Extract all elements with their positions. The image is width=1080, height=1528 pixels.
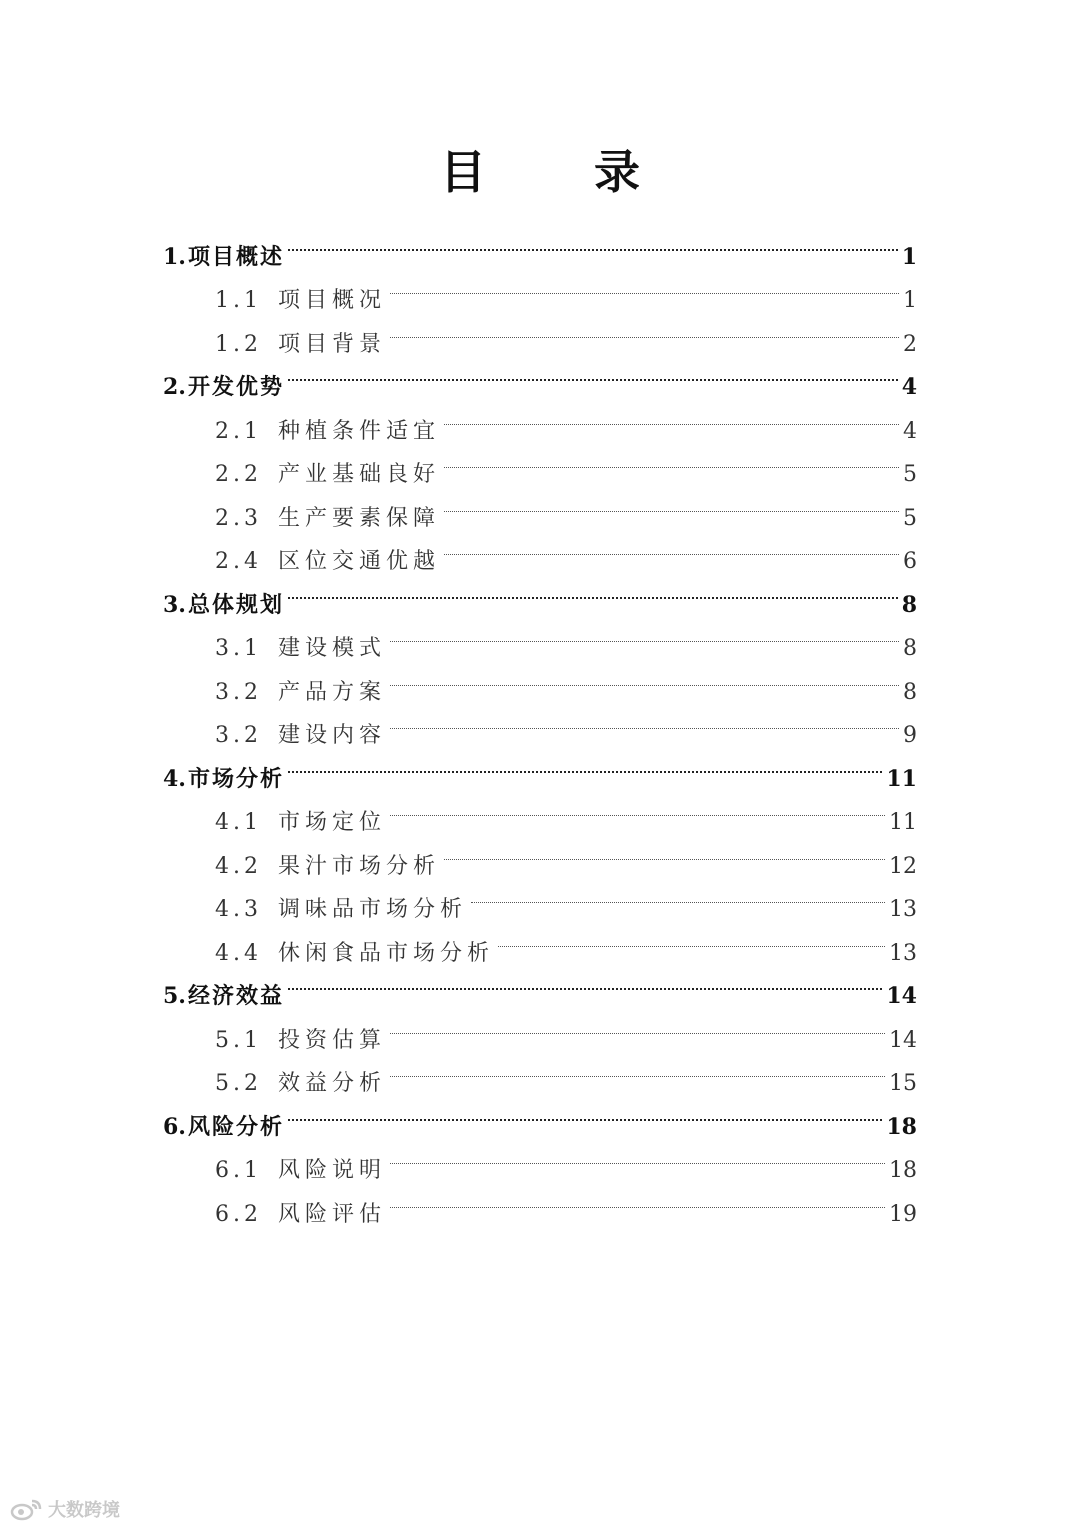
toc-entry-number: 2.1 [215,418,262,444]
toc-page-number: 13 [889,897,917,922]
toc-section-entry[interactable] [163,873,917,922]
toc-dot-leader [444,438,899,482]
toc-page-number: 8 [901,591,917,618]
toc-chapter-entry[interactable] [163,568,917,618]
toc-dot-leader [288,742,882,786]
toc-section-entry[interactable] [163,525,917,574]
toc-entry-title: 开发优势 [187,374,284,400]
toc-section-entry[interactable] [163,438,917,487]
toc-entry-title: 产品方案 [278,679,387,705]
toc-entry-title: 项目概况 [278,288,387,313]
toc-entry-number: 2.2 [215,462,262,487]
toc-entry-title: 调味品市场分析 [278,897,468,922]
toc-entry-number: 4.3 [215,897,262,922]
toc-page-number: 6 [903,549,917,574]
toc-page-number: 14 [889,1027,917,1053]
toc-dot-leader [390,1134,885,1178]
toc-entry-number: 5.2 [215,1071,262,1096]
toc-entry-number: 3.2 [215,723,262,748]
toc-page-number: 4 [903,418,917,444]
toc-dot-leader [390,655,899,699]
toc-dot-leader [471,873,885,917]
toc-entry-title: 区位交通优越 [278,549,441,574]
toc-page-number: 19 [889,1201,917,1227]
toc-entry-title: 风险评估 [278,1201,387,1227]
toc-entry-title: 果汁市场分析 [278,853,441,879]
toc-entry-title: 种植条件适宜 [278,418,441,444]
toc-dot-leader [288,351,898,395]
toc-page-number: 13 [889,940,917,966]
toc-entry-number: 6.2 [215,1201,262,1227]
toc-section-entry[interactable] [163,655,917,705]
toc-entry-number: 3.1 [215,636,262,661]
toc-entry-number: 5.1 [215,1027,262,1053]
toc-entry-title: 项目概述 [187,243,284,270]
watermark-text: 大数跨境 [48,1500,120,1521]
toc-dot-leader [498,916,885,960]
toc-entry-title: 产业基础良好 [278,462,441,487]
toc-chapter-entry[interactable] [163,1090,917,1140]
toc-page-number: 12 [889,853,917,879]
toc-entry-number: 4.1 [215,810,262,835]
watermark [10,1496,120,1522]
toc-entry-title: 建设模式 [278,636,387,661]
toc-entry-title: 经济效益 [187,983,284,1009]
toc-section-entry[interactable] [163,481,917,531]
toc-entry-number: 4. [163,765,186,792]
toc-chapter-entry[interactable] [163,351,917,400]
toc-page-number: 4 [901,374,917,400]
toc-entry-number: 3. [163,591,186,618]
toc-page-number: 5 [903,505,917,531]
toc-dot-leader [390,699,899,743]
toc-chapter-entry[interactable] [163,960,917,1009]
toc-entry-number: 3.2 [215,679,262,705]
toc-entry-title: 休闲食品市场分析 [278,940,495,966]
toc-dot-leader [390,307,899,351]
toc-dot-leader [288,568,898,612]
toc-page-number: 11 [886,765,917,792]
toc-entry-number: 6. [163,1113,186,1140]
toc-dot-leader [390,1047,885,1091]
toc-page-number: 11 [889,810,917,835]
toc-entry-title: 投资估算 [278,1027,387,1053]
toc-entry-number: 4.4 [215,940,262,966]
toc-section-entry[interactable] [163,1177,917,1227]
toc-entry-number: 1. [163,243,186,270]
toc-entry-title: 效益分析 [278,1071,387,1096]
toc-entry-title: 市场定位 [278,810,387,835]
toc-dot-leader [444,481,899,525]
toc-page-number: 15 [889,1071,917,1096]
toc-page-number: 2 [903,331,917,357]
toc-section-entry[interactable] [163,307,917,357]
toc-entry-number: 4.2 [215,853,262,879]
toc-page-number: 8 [903,679,917,705]
toc-entry-title: 项目背景 [278,331,387,357]
toc-entry-number: 2. [163,374,186,400]
toc-entry-title: 总体规划 [187,591,284,618]
toc-page-number: 1 [903,288,917,313]
toc-dot-leader [288,1090,882,1134]
toc-dot-leader [390,1177,885,1221]
toc-page-number: 18 [886,1113,917,1140]
toc-page-number: 8 [903,636,917,661]
weibo-logo-icon [10,1497,44,1521]
toc-page-number: 1 [901,243,917,270]
toc-section-entry[interactable] [163,916,917,966]
toc-page-number: 14 [886,983,917,1009]
toc-entry-number: 1.2 [215,331,262,357]
toc-section-entry[interactable] [163,699,917,748]
toc-dot-leader [444,525,899,569]
toc-dot-leader [390,612,899,656]
toc-entry-number: 2.3 [215,505,262,531]
toc-entry-number: 2.4 [215,549,262,574]
toc-dot-leader [390,264,899,308]
toc-section-entry[interactable] [163,829,917,879]
toc-entry-number: 1.1 [215,288,262,313]
toc-dot-leader [444,394,899,438]
toc-entry-title: 风险说明 [278,1158,387,1183]
toc-entry-title: 市场分析 [187,765,284,792]
toc-entry-title: 风险分析 [187,1113,284,1140]
toc-dot-leader [288,960,882,1004]
toc-page-number: 5 [903,462,917,487]
toc-dot-leader [288,220,898,264]
toc-page-number: 9 [903,723,917,748]
toc-entry-number: 5. [163,983,186,1009]
toc-page-number: 18 [889,1158,917,1183]
toc-chapter-entry[interactable] [163,742,917,792]
toc-section-entry[interactable] [163,1047,917,1096]
toc-entry-number: 6.1 [215,1158,262,1183]
toc-dot-leader [390,1003,885,1047]
toc-entry-title: 生产要素保障 [278,505,441,531]
toc-chapter-entry[interactable] [163,220,917,270]
toc-dot-leader [390,786,885,830]
table-of-contents [163,220,917,1227]
toc-entry-title: 建设内容 [278,723,387,748]
page-title: 目 录 [439,145,686,199]
toc-dot-leader [444,829,885,873]
